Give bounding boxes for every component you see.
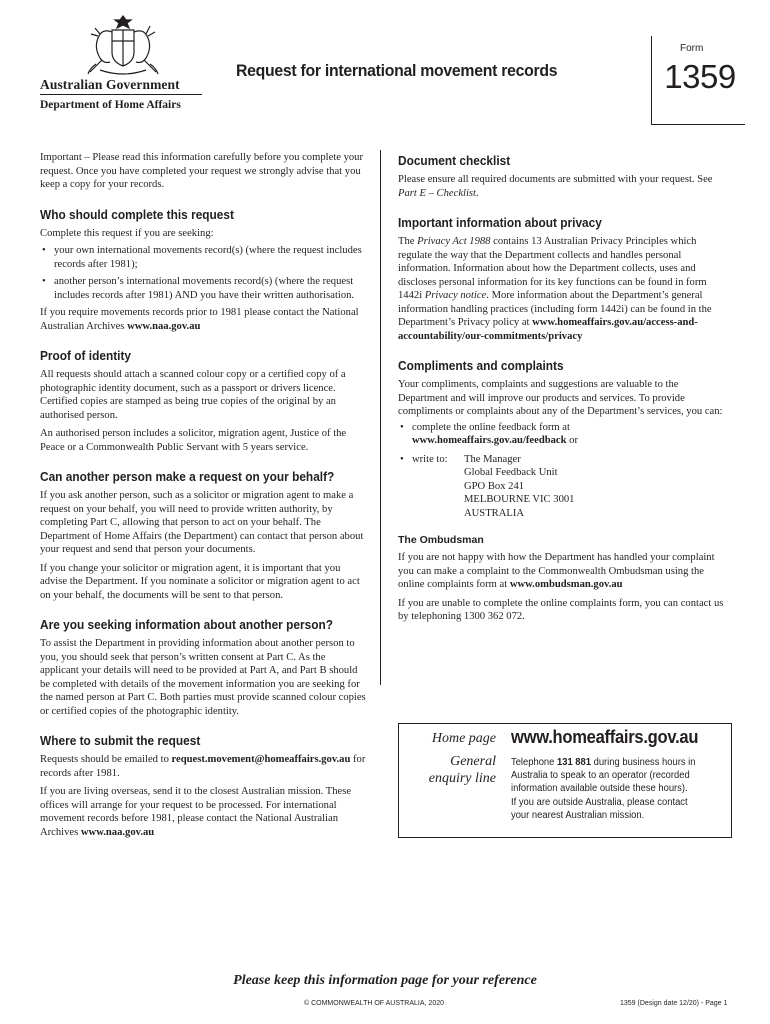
home-page-url[interactable]: www.homeaffairs.gov.au	[511, 727, 699, 747]
another-heading: Can another person make a request on your behalf?	[40, 470, 335, 484]
privacy-text	[398, 235, 724, 343]
ombudsman-text-2: If you are unable to complete the online complaints form, you can contact us by telephoning 1300 362 072.	[398, 597, 724, 622]
who-lead: Complete this request if you are seeking:	[40, 227, 214, 239]
address-line: AUSTRALIA	[464, 507, 525, 519]
enquiry-label-2: enquiry line	[428, 771, 496, 786]
ombudsman-text-1a: If you are not happy with how the Department has handled your complaint you can make a complaint to the Commonwealth Ombudsman using the online complaints form at	[398, 552, 715, 590]
request-email-link[interactable]: request.movement@homeaffairs.gov.au	[171, 754, 351, 765]
complaints-text: Your compliments, complaints and suggestions are valuable to the Department and will improve our products and services. To provide compliments or complaints about any of the Department’s services, you can:	[398, 379, 723, 417]
government-name: Australian Government	[40, 77, 180, 92]
enquiry-line-label	[420, 753, 496, 787]
feedback-text-b: or	[566, 435, 578, 446]
proof-text-1: All requests should attach a scanned colour copy or a certified copy of a photographic identity document, such as a passport or drivers licence. Certified copies are stamped as being true copies of the original by an authorised person.	[40, 369, 346, 421]
telephone-number: 131 881	[557, 757, 591, 768]
list-item: • your own international movements record(s) (where the request includes records after 1981);	[40, 244, 366, 271]
list-item	[398, 421, 724, 448]
where-text-1b: for records after 1981.	[40, 754, 366, 779]
privacy-act: Privacy Act 1988	[417, 236, 491, 247]
checklist-text-b: .	[475, 187, 479, 199]
telephone-text	[511, 756, 708, 796]
overseas-text: If you are outside Australia, please contact your nearest Australian mission.	[511, 796, 688, 821]
tel-text-a: Telephone	[511, 757, 558, 768]
where-text-1a: Requests should be emailed to	[40, 754, 172, 765]
ombudsman-heading: The Ombudsman	[398, 534, 484, 546]
naa-link-2[interactable]: www.naa.gov.au	[80, 826, 155, 838]
where-text-2	[40, 785, 366, 839]
proof-heading: Proof of identity	[40, 349, 132, 363]
postal-address	[464, 453, 574, 521]
where-heading: Where to submit the request	[40, 734, 201, 748]
who-heading: Who should complete this request	[40, 207, 234, 222]
government-rule	[40, 94, 202, 95]
privacy-b: contains 13 Australian Privacy Principles which regulate the way that the Department collects and handles personal information. Information about how the Department collects, uses and discloses personal information for its key functions can be found in form 1442i	[398, 236, 707, 301]
form-label: Form	[680, 43, 704, 54]
list-item: • another person’s international movements record(s) (where the request includes records after 1981) AND you have their written authorisation.	[40, 275, 366, 302]
privacy-heading: Important information about privacy	[398, 216, 602, 230]
left-column	[40, 151, 366, 839]
ombudsman-text-1	[398, 551, 724, 592]
address-line: The Manager	[464, 453, 521, 465]
enquiry-label-1: General	[450, 754, 496, 769]
another-text-2: If you change your solicitor or migration agent, it is important that you advise the Department. If you nominate a solicitor or migration agent to act on your behalf, the documents will be sent to that person.	[40, 562, 360, 601]
feedback-link[interactable]: www.homeaffairs.gov.au/feedback	[412, 435, 567, 446]
address-line: MELBOURNE VIC 3001	[464, 494, 575, 505]
checklist-text	[398, 173, 724, 200]
ombudsman-link[interactable]: www.ombudsman.gov.au	[509, 579, 623, 590]
checklist-heading: Document checklist	[398, 154, 511, 168]
privacy-notice: Privacy notice	[424, 290, 487, 301]
checklist-ref: Part E – Checklist	[398, 187, 476, 199]
write-to-label: write to:	[412, 453, 448, 465]
address-line: Global Feedback Unit	[464, 467, 558, 478]
seeking-text: To assist the Department in providing information about another person to you, you should seek that person’s written consent at Part C. As the applicant your details will need to be provided at Part A, and Part B should be completed with details of the movement information you are seeking for the named person at Part C. Both parties must provide scanned colour copies or certified copies of the photographic identity.	[40, 638, 366, 717]
footer-note: Please keep this information page for your reference	[233, 973, 537, 988]
home-page-label: Home page	[431, 731, 496, 746]
seeking-heading: Are you seeking information about another person?	[40, 618, 333, 632]
document-title: Request for international movement records	[236, 61, 558, 80]
department-name: Department of Home Affairs	[40, 99, 181, 111]
column-divider	[380, 150, 381, 685]
complaints-heading: Compliments and complaints	[398, 359, 564, 373]
address-line: GPO Box 241	[464, 480, 525, 492]
copyright: © COMMONWEALTH OF AUSTRALIA, 2020	[304, 1000, 444, 1007]
privacy-c: . More information about the Department’s general information handling practices (including form 1442i) can be found in the Department’s Privacy policy at	[398, 290, 712, 328]
naa-link[interactable]: www.naa.gov.au	[127, 320, 201, 332]
where-text-1	[40, 753, 366, 780]
form-number: 1359	[664, 58, 736, 95]
complaints-list	[398, 421, 724, 521]
prior-1981-text	[40, 306, 366, 333]
coat-of-arms-icon	[82, 14, 164, 76]
feedback-text-a: complete the online feedback form at	[412, 421, 570, 433]
page-info: 1359 (Design date 12/20) - Page 1	[620, 1000, 728, 1007]
list-item	[398, 453, 724, 521]
privacy-policy-link[interactable]: www.homeaffairs.gov.au/access-and-accountability/our-commitments/privacy	[398, 317, 698, 342]
privacy-a: The	[398, 236, 418, 247]
tel-text-b: during business hours in Australia to speak to an operator (recorded information available outside these hours).	[511, 757, 696, 795]
another-text-1: If you ask another person, such as a solicitor or migration agent to make a request on your behalf, you will need to provide written authority, by completing Part C, allowing that person to act on your behalf. The Department of Home Affairs (the Department) can contact that person about your request and send that person your documents.	[40, 490, 364, 555]
intro-text: Important – Please read this information carefully before you complete your request. Once you have completed your request we strongly advise that you keep a copy for your records.	[40, 152, 364, 190]
where-text-2a: If you are living overseas, send it to the closest Australian mission. These offices will arrange for your request to be processed. For international movement records before 1981, please contact the National Australian Archives	[40, 786, 352, 838]
who-list	[40, 244, 366, 302]
prior-1981-label: If you require movements records prior to 1981 please contact the National Australian Archives	[40, 307, 359, 332]
telephone-info	[511, 756, 708, 822]
checklist-text-a: Please ensure all required documents are submitted with your request. See	[398, 174, 713, 185]
right-column	[398, 154, 724, 624]
proof-text-2: An authorised person includes a solicitor, migration agent, Justice of the Peace or a Commonwealth Public Servant with 5 years service.	[40, 428, 347, 453]
